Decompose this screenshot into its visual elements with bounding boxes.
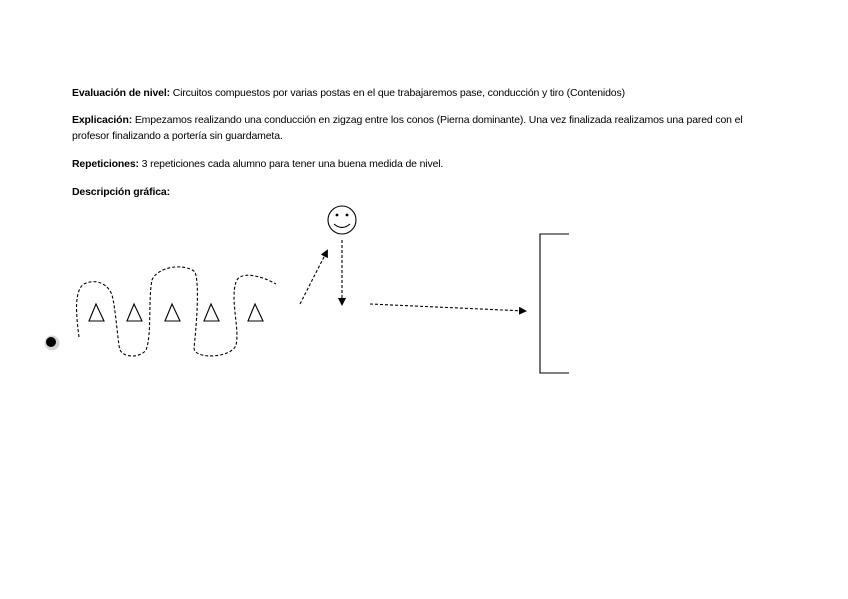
explanation-paragraph	[72, 112, 782, 144]
ball-icon	[45, 336, 60, 351]
evaluation-text: Circuitos compuestos por varias postas en el que trabajaremos pase, conducción y tiro (Contenidos)	[169, 87, 625, 99]
repetitions-paragraph	[72, 156, 782, 172]
shot-arrow	[370, 304, 525, 311]
cone-icon	[127, 304, 142, 321]
evaluation-paragraph	[72, 85, 782, 101]
evaluation-label: Evaluación de nivel:	[72, 87, 170, 99]
goal-icon	[540, 234, 569, 373]
zigzag-dribble-path	[77, 267, 276, 356]
graphic-description-paragraph	[72, 184, 782, 200]
explanation-text: Empezamos realizando una conducción en zigzag entre los conos (Pierna dominante). Una vez finalizada realizamos una pared con el profesor finalizando a portería sin guardameta.	[72, 114, 743, 142]
repetitions-text: 3 repeticiones cada alumno para tener una buena medida de nivel.	[138, 158, 444, 170]
cone-icon	[89, 304, 104, 321]
cone-icon	[204, 304, 219, 321]
cone-icon	[165, 304, 180, 321]
graphic-description-label: Descripción gráfica:	[72, 186, 170, 198]
repetitions-label: Repeticiones:	[72, 158, 139, 170]
cone-icon	[248, 304, 263, 321]
explanation-label: Explicación:	[72, 114, 133, 126]
teacher-face-icon	[328, 206, 356, 234]
pass-arrow	[300, 251, 327, 304]
